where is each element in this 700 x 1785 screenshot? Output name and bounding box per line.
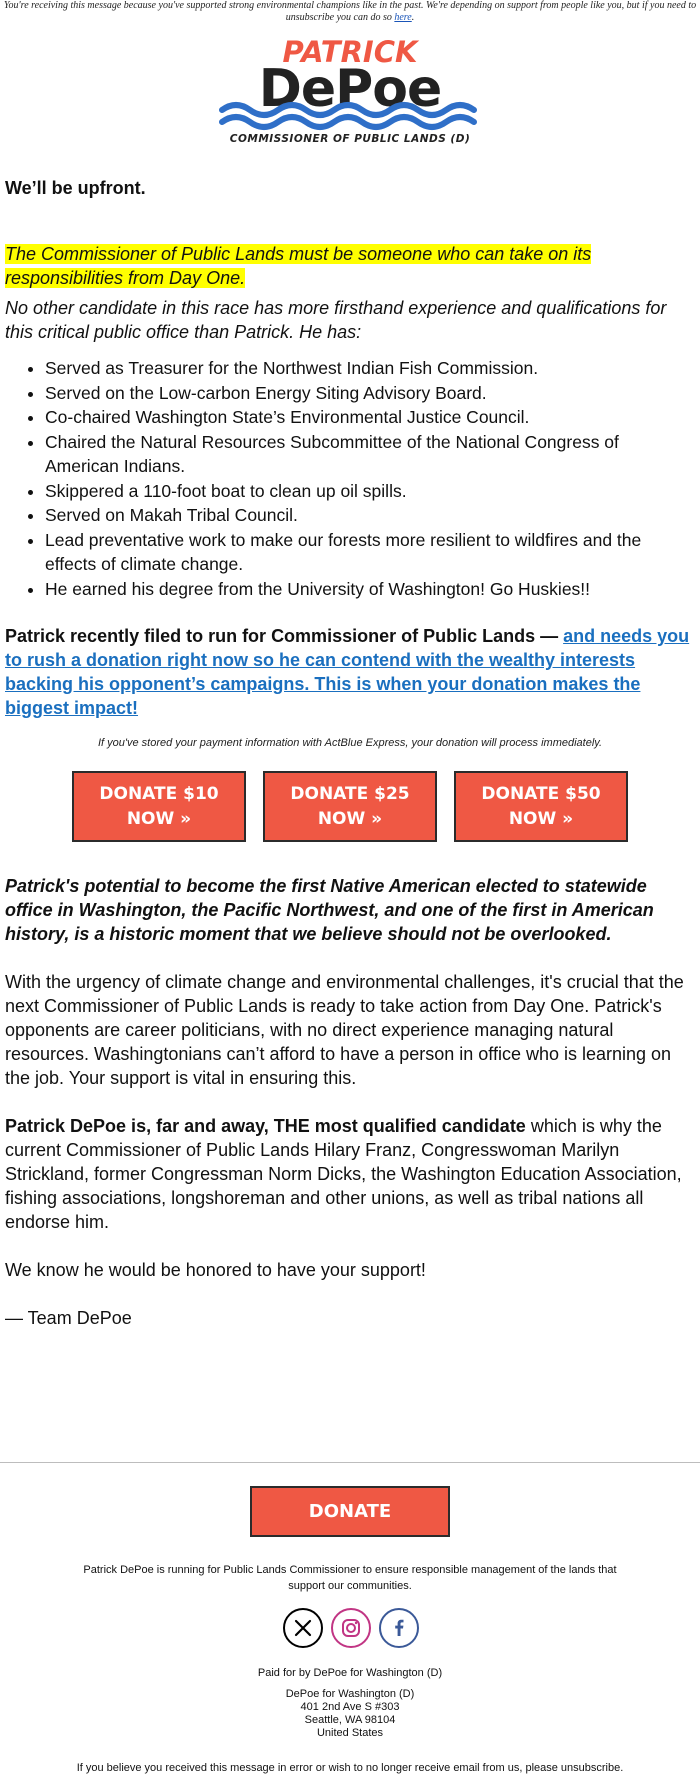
donate-10-line1: DONATE $10: [99, 783, 219, 804]
preheader-text: You're receiving this message because you've supported strong environmental champions like in the past. We're depending on support from people like you, but if you need to unsubscribe you can do so: [3, 0, 697, 23]
donate-50-line2: NOW »: [508, 808, 574, 829]
logo-tagline: COMMISSIONER OF PUBLIC LANDS (D): [229, 133, 471, 145]
x-social-link[interactable]: [283, 1608, 323, 1648]
address-line: Seattle, WA 98104: [304, 1714, 396, 1726]
donate-50-line1: DONATE $50: [481, 783, 601, 804]
urgency-paragraph: With the urgency of climate change and environmental challenges, it's crucial that the next Commissioner of Public Lands is ready to take action from Day One. Patrick's opponents are career politicians, with no direct experience managing natural resources. Washingtonians can’t afford to have a person in office who is learning on the job. Your support is vital in ensuring this.: [5, 972, 684, 1088]
logo-first-name: PATRICK: [282, 35, 418, 69]
instagram-icon: [340, 1617, 362, 1639]
footer-donate-label: DONATE: [308, 1501, 392, 1522]
donation-ask-link[interactable]: and needs you to rush a donation right now so he can contend with the wealthy interests backing his opponent’s campaigns. This is when your donation makes the biggest impact!: [5, 626, 690, 718]
footer-donate-button[interactable]: [250, 1486, 450, 1537]
donate-25-line1: DONATE $25: [290, 783, 410, 804]
qualified-rest: which is why the current Commissioner of Public Lands Hilary Franz, Congresswoman Marilyn Strickland, former Congressman Norm Dicks, the Washington Education Association, fishing associations, longshoreman and other unions, as well as tribal nations all endorse him.: [5, 1116, 682, 1232]
preheader: [0, 0, 700, 24]
logo-last-name: DePoe: [258, 59, 442, 119]
campaign-logo: [214, 34, 486, 154]
donate-25-line2: NOW »: [317, 808, 383, 829]
preheader-period: .: [411, 12, 415, 23]
qualified-bold: Patrick DePoe is, far and away, THE most qualified candidate: [5, 1116, 526, 1136]
x-icon: [293, 1618, 313, 1638]
list-item: • He earned his degree from the University of Washington! Go Huskies!!: [45, 577, 695, 602]
email-body: [5, 176, 695, 1346]
actblue-note: If you've stored your payment information with ActBlue Express, your donation will process immediately.: [97, 737, 603, 749]
honored-paragraph: We know he would be honored to have your support!: [5, 1260, 426, 1280]
address-line: 401 2nd Ave S #303: [300, 1701, 400, 1713]
unsubscribe-here-link[interactable]: here: [394, 12, 412, 23]
highlight-text: The Commissioner of Public Lands must be someone who can take on its responsibilities from Day One.: [5, 244, 592, 288]
facebook-icon: [388, 1617, 410, 1639]
instagram-social-link[interactable]: [331, 1608, 371, 1648]
upfront-heading: We’ll be upfront.: [5, 178, 146, 198]
list-item: • Served as Treasurer for the Northwest Indian Fish Commission.: [45, 356, 695, 381]
mailing-address: [0, 1688, 700, 1740]
qualifications-list: [5, 356, 695, 601]
historic-paragraph: Patrick's potential to become the first Native American elected to statewide office in Washington, the Pacific Northwest, and one of the first in American history, is a historic moment that we believe should not be overlooked.: [5, 876, 654, 944]
donate-10-button[interactable]: [72, 771, 246, 842]
unsubscribe-notice[interactable]: If you believe you received this message in error or wish to no longer receive email from us, please unsubscribe.: [76, 1762, 624, 1774]
list-item: • Lead preventative work to make our forests more resilient to wildfires and the effects of climate change.: [45, 528, 695, 577]
qualified-paragraph: [5, 1114, 695, 1234]
address-line: DePoe for Washington (D): [285, 1688, 415, 1700]
donation-ask-bold: Patrick recently filed to run for Commissioner of Public Lands —: [5, 626, 564, 646]
donate-10-line2: NOW »: [126, 808, 192, 829]
paid-for-by: Paid for by DePoe for Washington (D): [257, 1667, 443, 1679]
donate-25-button[interactable]: [263, 771, 437, 842]
list-item: • Chaired the Natural Resources Subcommittee of the National Congress of American Indians.: [45, 430, 695, 479]
mission-statement: [0, 1562, 700, 1594]
list-item: • Served on Makah Tribal Council.: [45, 503, 695, 528]
list-item: • Skippered a 110-foot boat to clean up oil spills.: [45, 479, 695, 504]
mission-text: Patrick DePoe is running for Public Lands Commissioner to ensure responsible management of the lands that support our communities.: [83, 1564, 617, 1592]
highlight-statement: [5, 242, 605, 290]
list-item: • Served on the Low-carbon Energy Siting Advisory Board.: [45, 381, 695, 406]
signoff: — Team DePoe: [5, 1308, 132, 1328]
intro-paragraph: No other candidate in this race has more firsthand experience and qualifications for this critical public office than Patrick. He has:: [5, 298, 667, 342]
address-line: United States: [316, 1727, 384, 1739]
donate-50-button[interactable]: [454, 771, 628, 842]
donation-ask: [5, 624, 695, 720]
list-item: • Co-chaired Washington State’s Environmental Justice Council.: [45, 405, 695, 430]
facebook-social-link[interactable]: [379, 1608, 419, 1648]
footer-divider: [0, 1462, 700, 1463]
